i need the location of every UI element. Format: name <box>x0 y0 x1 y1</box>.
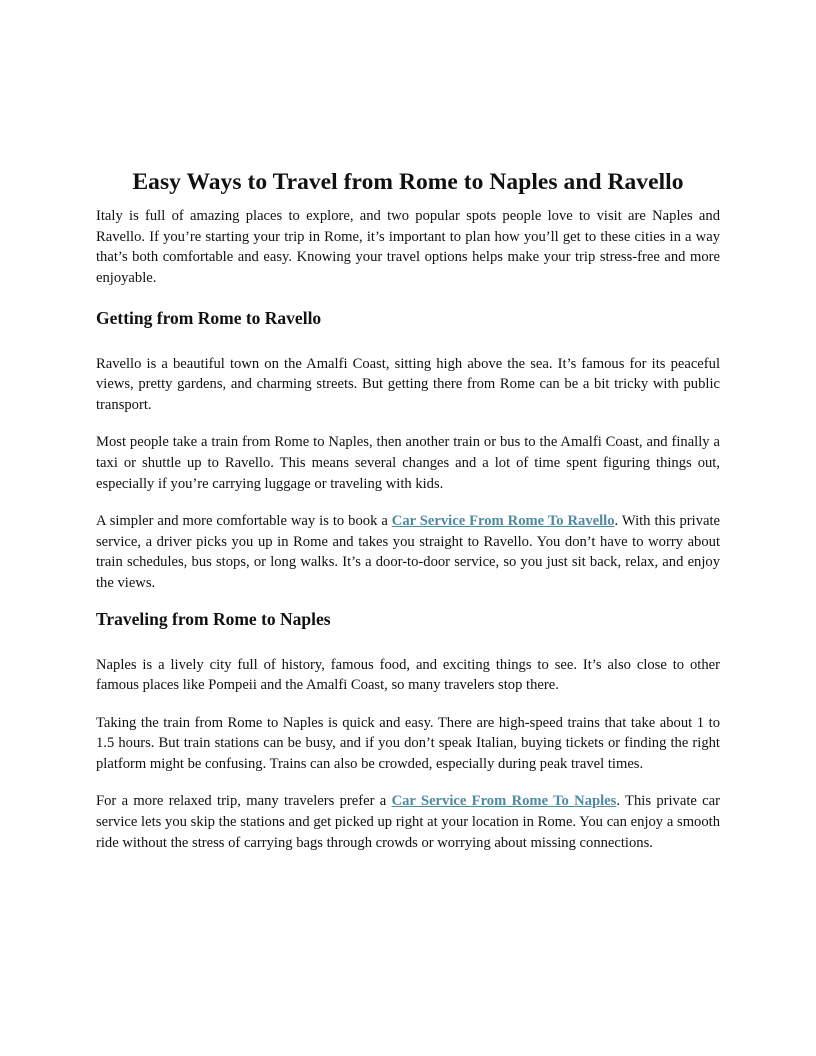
naples-paragraph-3-after: . This private car service lets you skip the stations and get picked up right at your location in Rome. You can enjoy a smooth ride without the stress of carrying bags through crowds or worrying about missing connections. <box>96 793 720 851</box>
ravello-paragraph-3-before: A simpler and more comfortable way is to book a <box>96 513 392 530</box>
ravello-paragraph-1: Ravello is a beautiful town on the Amalfi Coast, sitting high above the sea. It’s famous for its peaceful views, pretty gardens, and charming streets. But getting there from Rome can be a bit tricky with public transport. <box>96 355 720 413</box>
car-service-naples-link[interactable]: Car Service From Rome To Naples <box>391 793 617 810</box>
ravello-paragraph-2: Most people take a train from Rome to Naples, then another train or bus to the Amalfi Coast, and finally a taxi or shuttle up to Ravello. This means several changes and a lot of time spent figuring things out, especially if you’re carrying luggage or traveling with kids. <box>96 434 720 492</box>
naples-paragraph-3 <box>96 791 720 853</box>
document-title: Easy Ways to Travel from Rome to Naples and Ravello <box>132 169 684 195</box>
intro-paragraph: Italy is full of amazing places to explore, and two popular spots people love to visit are Naples and Ravello. If you’re starting your trip in Rome, it’s important to plan how you’ll get to these cities in a way that’s both comfortable and easy. Knowing your travel options helps make your trip stress-free and more enjoyable. <box>96 208 720 286</box>
naples-paragraph-3-before: For a more relaxed trip, many travelers prefer a <box>96 793 392 810</box>
section-heading-ravello: Getting from Rome to Ravello <box>96 307 322 328</box>
section-heading-naples: Traveling from Rome to Naples <box>96 608 331 629</box>
section-rome-to-naples <box>96 609 720 854</box>
naples-paragraph-2: Taking the train from Rome to Naples is quick and easy. There are high-speed trains that take about 1 to 1.5 hours. But train stations can be busy, and if you don’t speak Italian, buying tickets or finding the right platform might be confusing. Trains can also be crowded, especially during peak travel times. <box>96 714 720 772</box>
ravello-paragraph-3-after: . With this private service, a driver picks you up in Rome and takes you straight to Ravello. You don’t have to worry about train schedules, bus stops, or long walks. It’s a door-to-door service, so you just sit back, relax, and enjoy the views. <box>96 513 721 591</box>
car-service-ravello-link[interactable]: Car Service From Rome To Ravello <box>391 513 615 530</box>
naples-paragraph-1: Naples is a lively city full of history, famous food, and exciting things to see. It’s also close to other famous places like Pompeii and the Amalfi Coast, so many travelers stop there. <box>96 656 720 694</box>
ravello-paragraph-3 <box>96 511 720 593</box>
document-page <box>96 168 720 870</box>
section-rome-to-ravello <box>96 308 720 594</box>
